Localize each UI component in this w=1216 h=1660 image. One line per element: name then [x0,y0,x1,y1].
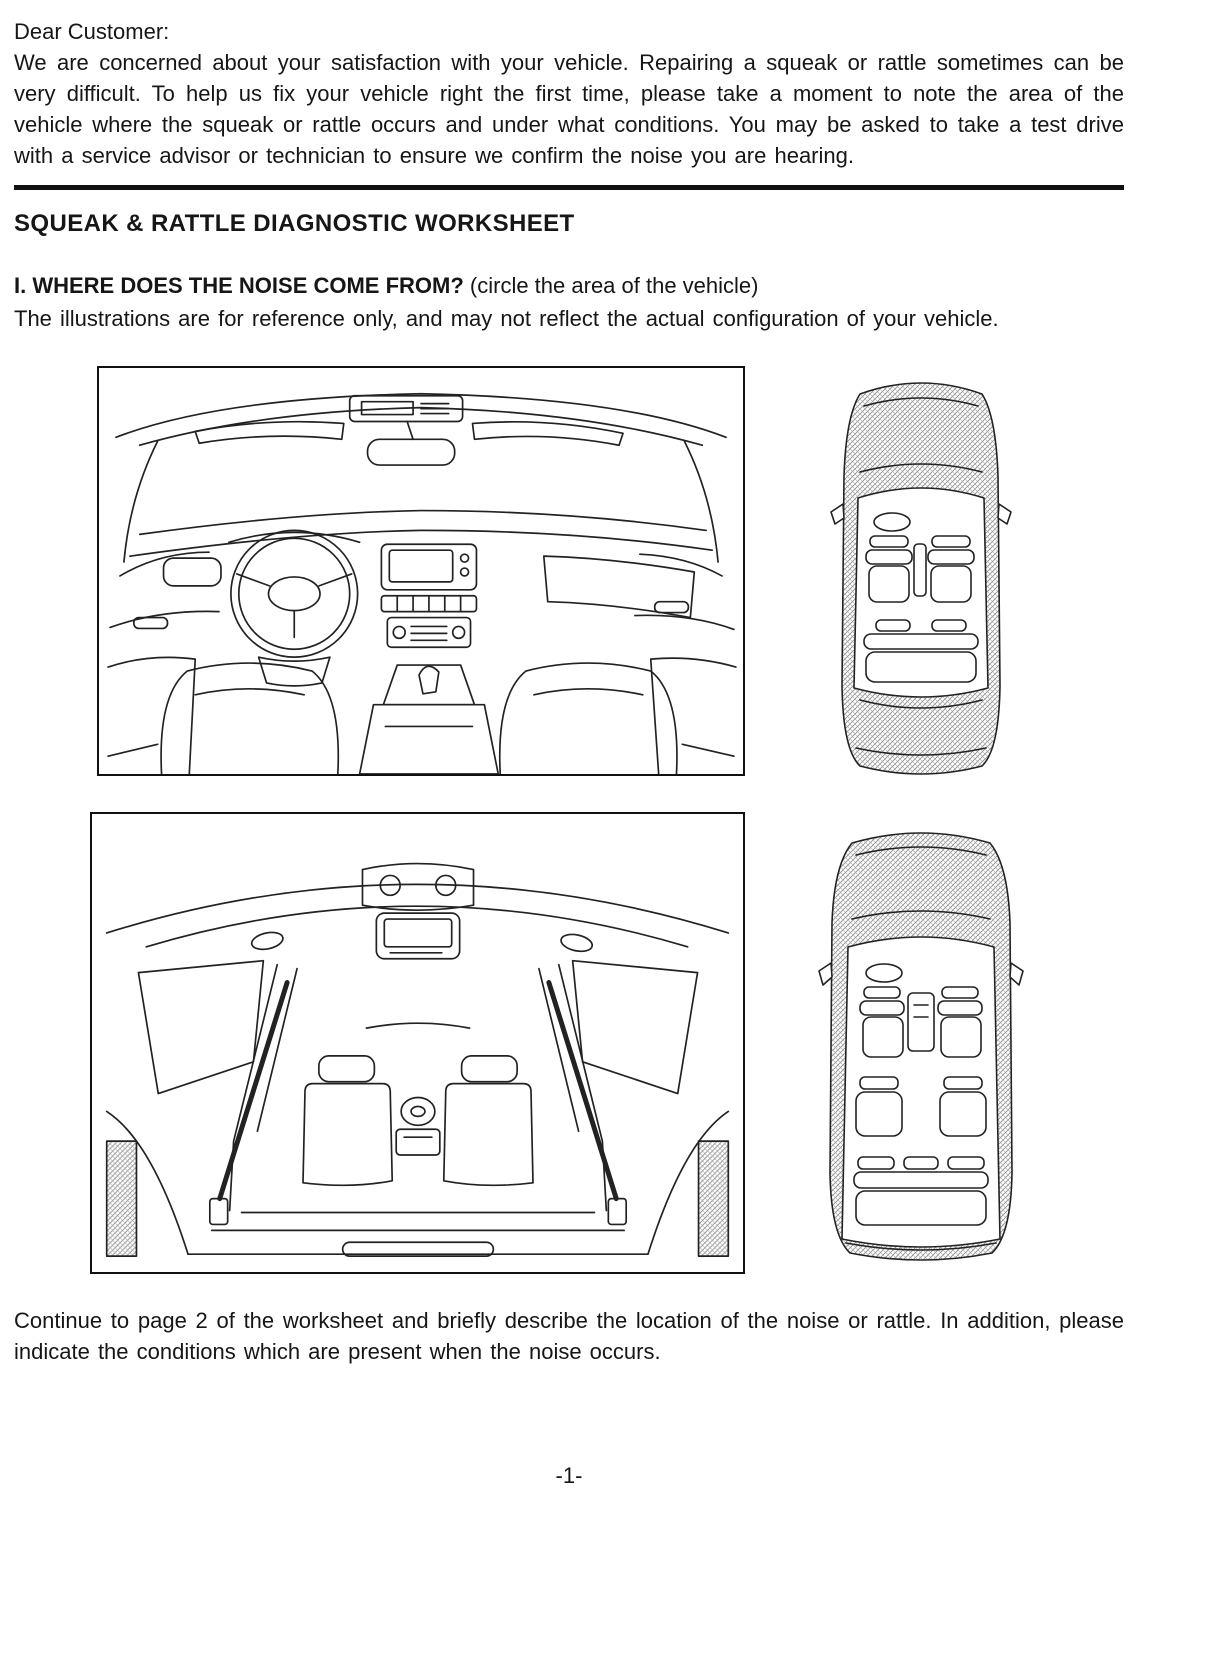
page-number: -1- [555,1463,583,1488]
salutation: Dear Customer: [14,19,170,44]
closing-paragraph: Continue to page 2 of the worksheet and briefly describe the location of the noise or rattle. In addition, please indicate the conditions which are present when the noise occurs. [14,1308,1124,1364]
front-interior-illustration [97,366,745,776]
vehicle-top-view-three-row-drawing [818,815,1025,1270]
intro-paragraph: We are concerned about your satisfaction with your vehicle. Repairing a squeak or rattle sometimes can be very difficult. To help us fix your vehicle right the first time, please take a moment to note the area of the vehicle where the squeak or rattle occurs and under what conditions. You may be asked to take a test drive with a service advisor or technician to ensure we confirm the noise you are hearing. [14,50,1124,168]
section-one-heading-note: (circle the area of the vehicle) [463,273,759,298]
illustration-area [14,364,1124,1279]
worksheet-title: SQUEAK & RATTLE DIAGNOSTIC WORKSHEET [14,210,575,237]
section-one-heading [14,270,1124,301]
section-divider [14,185,1124,190]
intro-section [14,16,1124,171]
vehicle-top-view-two-row-drawing [830,364,1012,786]
top-view-two-row-illustration [830,364,1012,786]
rear-interior-view-drawing [92,814,743,1272]
rear-interior-illustration [90,812,745,1274]
illustration-disclaimer: The illustrations are for reference only, and may not reflect the actual configuration of your vehicle. [14,306,999,331]
front-interior-view-drawing [99,368,743,774]
top-view-three-row-illustration [818,815,1025,1270]
section-one-heading-text: I. WHERE DOES THE NOISE COME FROM? [14,273,464,298]
